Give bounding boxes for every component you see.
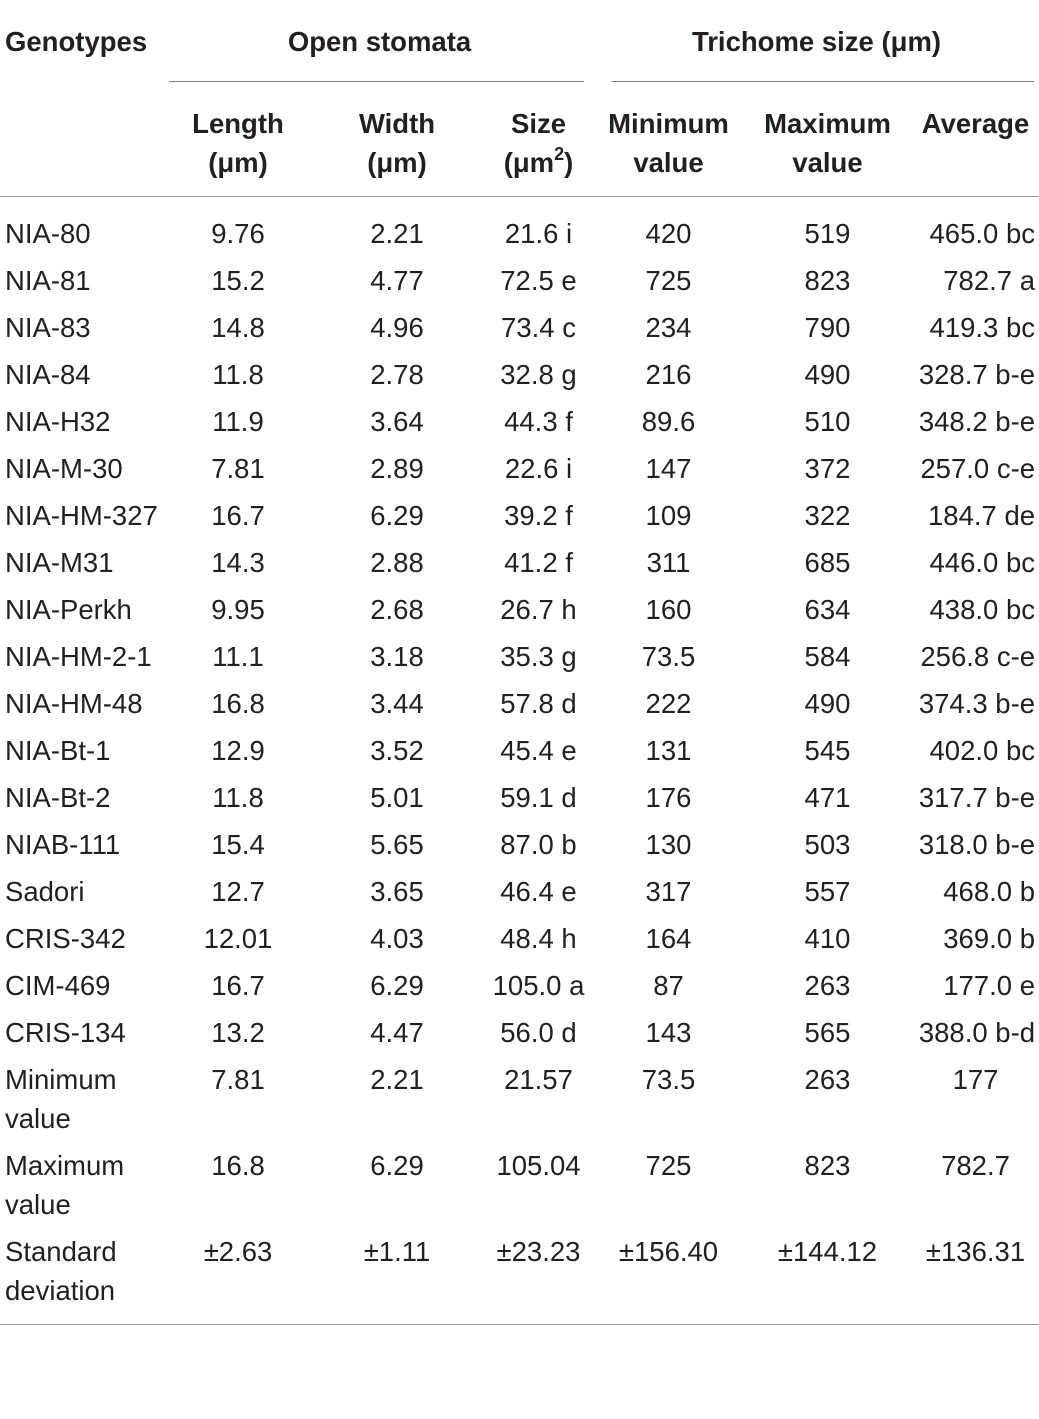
cell-min: 725 — [645, 1149, 692, 1181]
header-width-unit: (μm) — [367, 147, 427, 178]
cell-max: 372 — [804, 452, 851, 484]
cell-length: 15.4 — [211, 828, 265, 860]
cell-max: 634 — [804, 593, 851, 625]
cell-width: 2.78 — [370, 358, 424, 390]
table-row — [0, 257, 1039, 304]
cell-min: ±156.40 — [594, 1228, 743, 1325]
cell-length: 16.7 — [211, 969, 265, 1001]
cell-min: 176 — [645, 781, 692, 813]
cell-size: 48.4 h — [500, 922, 577, 954]
cell-max: 557 — [804, 875, 851, 907]
cell-width: 3.18 — [370, 640, 424, 672]
cell-length: 12.7 — [211, 875, 265, 907]
cell-genotype: NIA-Perkh — [5, 593, 132, 625]
cell-width: 2.89 — [370, 452, 424, 484]
cell-width: 6.29 — [370, 969, 424, 1001]
cell-size: 56.0 d — [500, 1016, 577, 1048]
header-size-unit — [483, 143, 594, 182]
cell-genotype: NIAB-111 — [5, 828, 121, 860]
table-body — [0, 196, 1039, 1324]
cell-min: 109 — [645, 499, 692, 531]
cell-genotype: NIA-81 — [5, 264, 91, 296]
table-row — [0, 962, 1039, 1009]
cell-min: 147 — [645, 452, 692, 484]
cell-max: 471 — [804, 781, 851, 813]
cell-length: 16.7 — [211, 499, 265, 531]
cell-genotype: Standard deviation — [0, 1228, 165, 1325]
cell-genotype: NIA-Bt-1 — [5, 734, 111, 766]
cell-average: 468.0 b — [943, 875, 1036, 907]
header-row-columns — [0, 82, 1039, 196]
cell-min: 143 — [645, 1016, 692, 1048]
cell-length: 9.76 — [211, 217, 265, 249]
cell-length: 16.8 — [211, 687, 265, 719]
header-length-label: Length — [192, 108, 284, 139]
cell-width: 2.88 — [370, 546, 424, 578]
table-row — [0, 633, 1039, 680]
cell-average: 374.3 b-e — [918, 687, 1036, 719]
cell-genotype: NIA-Bt-2 — [5, 781, 111, 813]
cell-size: 72.5 e — [500, 264, 577, 296]
table-row — [0, 445, 1039, 492]
summary-row-minimum — [0, 1056, 1039, 1142]
cell-average: 348.2 b-e — [918, 405, 1036, 437]
cell-max: 685 — [804, 546, 851, 578]
cell-average: 419.3 bc — [929, 311, 1036, 343]
cell-min: 725 — [645, 264, 692, 296]
cell-average: 256.8 c-e — [920, 640, 1036, 672]
cell-length: 11.8 — [212, 358, 264, 390]
header-minimum-label: Minimum — [608, 108, 729, 139]
cell-width: 2.68 — [370, 593, 424, 625]
cell-average: 388.0 b-d — [918, 1016, 1036, 1048]
header-maximum-label: Maximum — [764, 108, 891, 139]
cell-size: 105.04 — [496, 1149, 581, 1181]
cell-min: 317 — [645, 875, 692, 907]
cell-size: 22.6 i — [504, 452, 573, 484]
header-blank — [0, 82, 165, 196]
cell-length: 9.95 — [211, 593, 265, 625]
cell-max: 823 — [804, 264, 851, 296]
table-row — [0, 539, 1039, 586]
header-size-unit-text: (μm — [503, 147, 555, 178]
header-minimum-value — [594, 82, 743, 196]
cell-max: 519 — [804, 217, 851, 249]
cell-min: 87 — [653, 969, 684, 1001]
cell-min: 216 — [645, 358, 692, 390]
cell-max: 510 — [804, 405, 851, 437]
cell-width: 4.47 — [370, 1016, 424, 1048]
cell-width: 3.64 — [370, 405, 424, 437]
cell-width: 4.77 — [370, 264, 424, 296]
cell-width: 3.44 — [370, 687, 424, 719]
header-maximum-label-2: value — [792, 147, 863, 178]
cell-genotype: NIA-HM-2-1 — [5, 640, 152, 672]
cell-max: 545 — [804, 734, 851, 766]
cell-length: 12.01 — [203, 922, 273, 954]
table-row — [0, 727, 1039, 774]
cell-genotype: Maximum value — [5, 1149, 125, 1220]
header-minimum-label-2: value — [633, 147, 704, 178]
header-size-label: Size — [510, 108, 567, 139]
cell-min: 222 — [645, 687, 692, 719]
cell-width: 3.65 — [370, 875, 424, 907]
cell-average: 438.0 bc — [929, 593, 1036, 625]
header-group-trichome-size-label: Trichome size (μm) — [691, 26, 942, 57]
cell-min: 160 — [645, 593, 692, 625]
cell-size: 26.7 h — [500, 593, 577, 625]
cell-average: 328.7 b-e — [918, 358, 1036, 390]
cell-genotype: CRIS-342 — [5, 922, 126, 954]
header-width-label: Width — [358, 108, 436, 139]
cell-genotype: NIA-80 — [5, 217, 91, 249]
cell-max: 503 — [804, 828, 851, 860]
cell-genotype: NIA-M31 — [5, 546, 114, 578]
cell-width: 4.96 — [370, 311, 424, 343]
cell-size: 59.1 d — [500, 781, 577, 813]
cell-size: 57.8 d — [500, 687, 577, 719]
cell-min: 420 — [645, 217, 692, 249]
cell-genotype: CRIS-134 — [5, 1016, 126, 1048]
cell-min: 73.5 — [641, 1063, 696, 1095]
cell-max: 263 — [804, 1063, 851, 1095]
table-row — [0, 196, 1039, 257]
table-row — [0, 398, 1039, 445]
cell-genotype: Sadori — [5, 875, 85, 907]
table-row — [0, 1009, 1039, 1056]
cell-max: ±144.12 — [743, 1228, 912, 1325]
cell-average: 446.0 bc — [929, 546, 1036, 578]
cell-length: 13.2 — [211, 1016, 265, 1048]
cell-length: 16.8 — [211, 1149, 265, 1181]
cell-genotype: NIA-M-30 — [5, 452, 123, 484]
cell-width: 4.03 — [370, 922, 424, 954]
header-group-rule — [169, 81, 584, 82]
cell-max: 565 — [804, 1016, 851, 1048]
cell-size: 45.4 e — [500, 734, 577, 766]
cell-min: 73.5 — [641, 640, 696, 672]
cell-width: 2.21 — [370, 217, 424, 249]
cell-size: 87.0 b — [500, 828, 577, 860]
cell-length: 14.3 — [211, 546, 265, 578]
cell-size: ±23.23 — [483, 1228, 594, 1325]
cell-max: 322 — [804, 499, 851, 531]
cell-size: 35.3 g — [500, 640, 577, 672]
cell-average: 782.7 a — [943, 264, 1036, 296]
cell-average: 465.0 bc — [929, 217, 1036, 249]
cell-genotype: NIA-84 — [5, 358, 91, 390]
table-row — [0, 304, 1039, 351]
header-width — [311, 82, 483, 196]
header-size-unit-close: ) — [564, 147, 574, 178]
cell-average: 317.7 b-e — [918, 781, 1036, 813]
cell-genotype: CIM-469 — [5, 969, 111, 1001]
header-average-label: Average — [921, 108, 1030, 139]
cell-size: 39.2 f — [504, 499, 573, 531]
cell-length: 14.8 — [211, 311, 265, 343]
cell-length: 15.2 — [211, 264, 265, 296]
cell-length: ±2.63 — [165, 1228, 311, 1325]
cell-min: 131 — [645, 734, 692, 766]
header-maximum-value — [743, 82, 912, 196]
cell-average: 257.0 c-e — [920, 452, 1036, 484]
cell-genotype: NIA-83 — [5, 311, 91, 343]
cell-width: 6.29 — [370, 499, 424, 531]
table-row — [0, 868, 1039, 915]
cell-length: 7.81 — [211, 1063, 265, 1095]
cell-genotype: Minimum value — [5, 1063, 117, 1134]
header-group-rule — [612, 81, 1034, 82]
table-row — [0, 586, 1039, 633]
cell-max: 263 — [804, 969, 851, 1001]
cell-average: 402.0 bc — [929, 734, 1036, 766]
cell-max: 823 — [804, 1149, 851, 1181]
cell-max: 410 — [804, 922, 851, 954]
cell-size: 41.2 f — [504, 546, 573, 578]
cell-size: 73.4 c — [501, 311, 576, 343]
table-row — [0, 774, 1039, 821]
summary-row-maximum — [0, 1142, 1039, 1228]
header-length — [165, 82, 311, 196]
table-row — [0, 680, 1039, 727]
header-length-unit: (μm) — [208, 147, 268, 178]
cell-width: ±1.11 — [311, 1228, 483, 1325]
cell-size: 105.0 a — [492, 969, 585, 1001]
cell-width: 5.65 — [370, 828, 424, 860]
cell-length: 12.9 — [211, 734, 265, 766]
cell-max: 790 — [804, 311, 851, 343]
cell-width: 5.01 — [370, 781, 424, 813]
header-size — [483, 82, 594, 196]
cell-genotype: NIA-HM-48 — [5, 687, 143, 719]
cell-size: 21.6 i — [504, 217, 573, 249]
cell-average: 318.0 b-e — [918, 828, 1036, 860]
cell-average: ±136.31 — [912, 1228, 1039, 1325]
cell-width: 6.29 — [370, 1149, 424, 1181]
table-row — [0, 351, 1039, 398]
cell-width: 2.21 — [370, 1063, 424, 1095]
cell-min: 234 — [645, 311, 692, 343]
cell-min: 89.6 — [641, 405, 696, 437]
cell-average: 177 — [952, 1063, 999, 1095]
cell-genotype: NIA-HM-327 — [5, 499, 158, 531]
header-group-open-stomata — [165, 0, 594, 82]
cell-average: 369.0 b — [943, 922, 1036, 954]
cell-genotype: NIA-H32 — [5, 405, 111, 437]
cell-average: 782.7 — [941, 1149, 1010, 1181]
cell-size: 46.4 e — [500, 875, 577, 907]
cell-length: 7.81 — [211, 452, 265, 484]
cell-min: 130 — [645, 828, 692, 860]
cell-width: 3.52 — [370, 734, 424, 766]
cell-average: 184.7 de — [927, 499, 1036, 531]
cell-max: 490 — [804, 687, 851, 719]
header-group-trichome-size — [594, 0, 1039, 82]
cell-average: 177.0 e — [943, 969, 1036, 1001]
header-average — [912, 82, 1039, 196]
header-group-open-stomata-label: Open stomata — [287, 26, 472, 57]
table-row — [0, 492, 1039, 539]
summary-row-standard-deviation — [0, 1228, 1039, 1325]
header-row-groups — [0, 0, 1039, 82]
cell-size: 21.57 — [504, 1063, 573, 1095]
header-genotypes: Genotypes — [5, 26, 148, 57]
table-row — [0, 915, 1039, 962]
table-row — [0, 821, 1039, 868]
cell-max: 490 — [804, 358, 851, 390]
cell-length: 11.8 — [212, 781, 264, 813]
header-size-unit-sup: 2 — [554, 143, 565, 164]
cell-max: 584 — [804, 640, 851, 672]
cell-size: 44.3 f — [504, 405, 573, 437]
cell-size: 32.8 g — [500, 358, 577, 390]
cell-length: 11.9 — [212, 405, 264, 437]
cell-length: 11.1 — [212, 640, 264, 672]
cell-min: 164 — [645, 922, 692, 954]
cell-min: 311 — [646, 546, 691, 578]
